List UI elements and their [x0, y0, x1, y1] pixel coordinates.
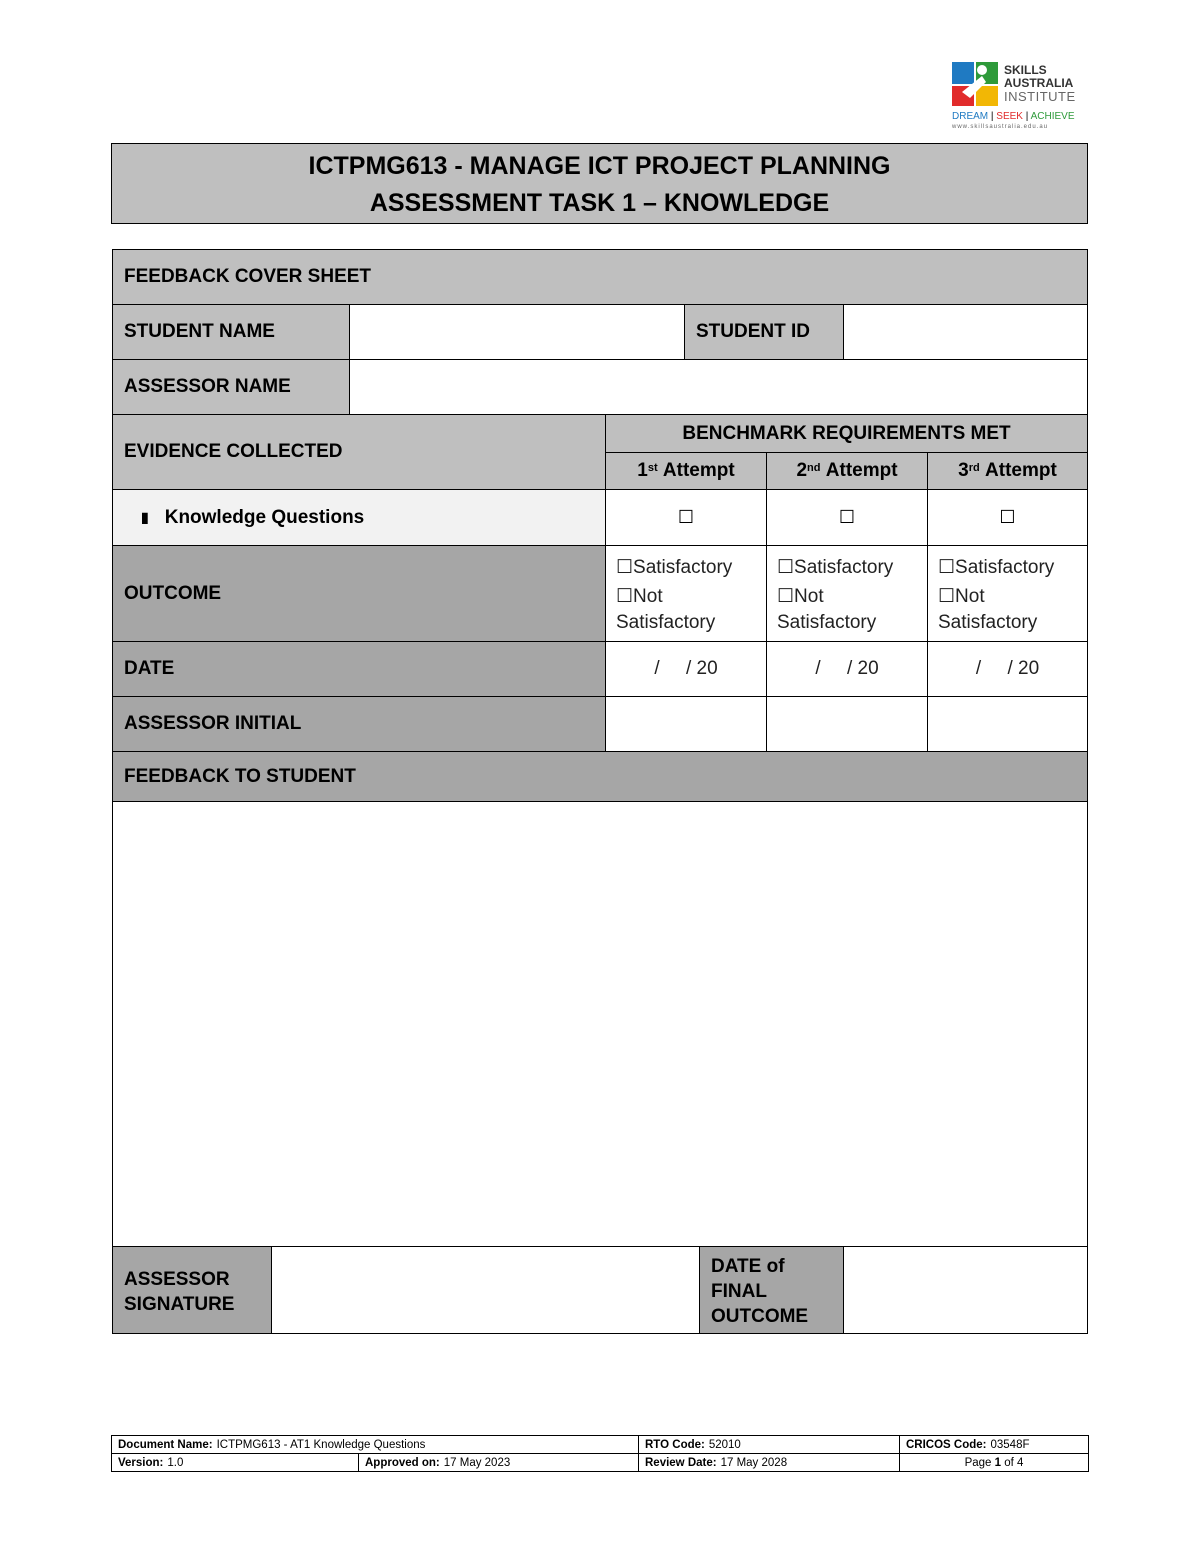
student-name-label: STUDENT NAME — [112, 304, 350, 360]
outcome-label: OUTCOME — [112, 545, 606, 642]
attempt-1-checkbox[interactable]: ☐ — [605, 489, 767, 546]
logo-url: www.skillsaustralia.edu.au — [952, 124, 1049, 130]
assessment-title: ASSESSMENT TASK 1 – KNOWLEDGE — [369, 189, 830, 217]
student-id-label: STUDENT ID — [684, 304, 844, 360]
attempt-3-header: 3 $^{rd}$ Attempt — [927, 452, 1088, 490]
tagline-dream: DREAM — [952, 111, 989, 122]
student-id-field[interactable] — [843, 304, 1088, 360]
student-name-field[interactable] — [349, 304, 685, 360]
footer-approved-on: Approved on: 17 May 2023 — [358, 1453, 639, 1472]
attempt-1-date[interactable]: / / 20 — [605, 641, 767, 697]
knowledge-questions-row — [112, 489, 606, 546]
attempt-3-outcome[interactable] — [927, 545, 1088, 642]
satisfactory-option[interactable]: ☐Satisfactory — [777, 557, 894, 578]
attempt-3-checkbox[interactable]: ☐ — [927, 489, 1088, 546]
tagline-seek: SEEK — [996, 111, 1023, 122]
attempt-2-date[interactable]: / / 20 — [766, 641, 928, 697]
logo-text-australia: AUSTRALIA — [1004, 76, 1074, 90]
institute-logo — [952, 62, 1092, 138]
attempt-1-outcome[interactable] — [605, 545, 767, 642]
attempt-1-initial-field[interactable] — [605, 696, 767, 752]
feedback-cover-sheet-header: FEEDBACK COVER SHEET — [112, 249, 1088, 305]
satisfactory-option[interactable]: ☐Satisfactory — [938, 557, 1055, 578]
logo-text-institute: INSTITUTE — [1004, 89, 1076, 104]
logo-text-skills: SKILLS — [1004, 63, 1047, 77]
not-satisfactory-option[interactable]: ☐Not — [616, 586, 663, 607]
logo-mark-icon — [952, 62, 998, 106]
assessor-signature-field[interactable] — [271, 1246, 700, 1334]
date-label: DATE — [112, 641, 606, 697]
footer-version: Version: 1.0 — [111, 1453, 359, 1472]
benchmark-header: BENCHMARK REQUIREMENTS MET — [605, 414, 1088, 453]
footer-cricos-code: CRICOS Code: 03548F — [899, 1435, 1089, 1454]
attempt-1-header: 1 $^{st}$ Attempt — [605, 452, 767, 490]
date-of-final-outcome-label: DATE of FINAL OUTCOME — [699, 1246, 844, 1334]
satisfactory-option[interactable]: ☐Satisfactory — [616, 557, 733, 578]
knowledge-questions-label: Knowledge Questions — [164, 506, 365, 528]
tagline-achieve: ACHIEVE — [1030, 111, 1075, 122]
feedback-text-area[interactable] — [112, 801, 1088, 1247]
assessor-name-field[interactable] — [349, 359, 1088, 415]
book-icon: ▮ — [141, 509, 149, 525]
not-satisfactory-option[interactable]: ☐Not — [938, 586, 985, 607]
not-satisfactory-text: Satisfactory — [777, 612, 877, 633]
footer-document-name: Document Name: ICTPMG613 - AT1 Knowledge Questions — [111, 1435, 639, 1454]
document-title-box — [111, 143, 1088, 224]
attempt-3-date[interactable]: / / 20 — [927, 641, 1088, 697]
attempt-2-outcome[interactable] — [766, 545, 928, 642]
date-of-final-outcome-field[interactable] — [843, 1246, 1088, 1334]
unit-title: ICTPMG613 - MANAGE ICT PROJECT PLANNING — [308, 152, 891, 180]
attempt-2-header: 2 $^{nd}$ Attempt — [766, 452, 928, 490]
attempt-2-initial-field[interactable] — [766, 696, 928, 752]
assessor-initial-label: ASSESSOR INITIAL — [112, 696, 606, 752]
not-satisfactory-text: Satisfactory — [616, 612, 716, 633]
assessor-signature-label: ASSESSOR SIGNATURE — [112, 1246, 272, 1334]
logo-tagline: DREAM | SEEK | ACHIEVE — [952, 111, 1075, 122]
not-satisfactory-option[interactable]: ☐Not — [777, 586, 824, 607]
attempt-3-initial-field[interactable] — [927, 696, 1088, 752]
feedback-to-student-label: FEEDBACK TO STUDENT — [112, 751, 1088, 802]
footer-rto-code: RTO Code: 52010 — [638, 1435, 900, 1454]
footer-page-number: Page 1 of 4 — [899, 1453, 1089, 1472]
attempt-2-checkbox[interactable]: ☐ — [766, 489, 928, 546]
assessor-name-label: ASSESSOR NAME — [112, 359, 350, 415]
not-satisfactory-text: Satisfactory — [938, 612, 1038, 633]
footer-review-date: Review Date: 17 May 2028 — [638, 1453, 900, 1472]
evidence-collected-label: EVIDENCE COLLECTED — [112, 414, 606, 490]
